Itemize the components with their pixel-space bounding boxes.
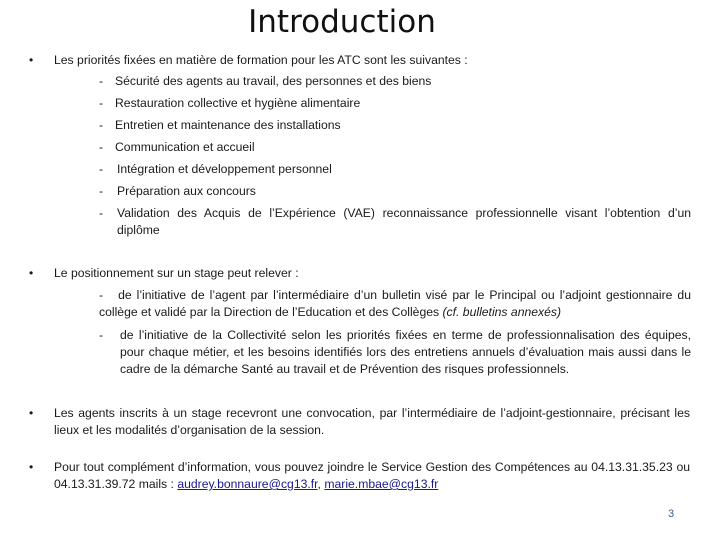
positioning-item-agent bbox=[99, 287, 691, 321]
dash-glyph: - bbox=[99, 184, 104, 198]
dash-glyph: - bbox=[99, 118, 104, 132]
priority-item: Communication et accueil bbox=[115, 140, 255, 154]
priority-item: Entretien et maintenance des installations bbox=[115, 118, 341, 132]
dash-glyph: - bbox=[99, 206, 104, 220]
email-separator: , bbox=[317, 477, 321, 491]
priority-item: Intégration et développement personnel bbox=[117, 162, 332, 176]
dash-glyph: - bbox=[99, 96, 104, 110]
priority-item: Sécurité des agents au travail, des personnes et des biens bbox=[115, 74, 432, 88]
page-title: Introduction bbox=[248, 4, 436, 40]
bullet-glyph: • bbox=[29, 406, 34, 420]
dash-glyph: - bbox=[99, 288, 104, 302]
contact-text-body: Pour tout complément d’information, vous pouvez joindre le Service Gestion des Compétences au 04.13.31.35.23 ou 04.13.31.39.72 mails : bbox=[54, 460, 690, 491]
email-link-marie[interactable]: marie.mbae@cg13.fr bbox=[324, 477, 439, 491]
convocation-text: Les agents inscrits à un stage recevront une convocation, par l’intermédiaire de l’adjoint-gestionnaire, précisant les lieux et les modalités d’organisation de la session. bbox=[54, 406, 690, 437]
dash-glyph: - bbox=[99, 162, 104, 176]
contact-text bbox=[54, 459, 690, 493]
dash-glyph: - bbox=[99, 140, 104, 154]
dash-glyph: - bbox=[99, 328, 104, 342]
priority-item: Restauration collective et hygiène alimentaire bbox=[115, 96, 361, 110]
priority-item: Préparation aux concours bbox=[117, 184, 256, 198]
positioning-item-agent-text: de l’initiative de l’agent par l’intermédiaire d’un bulletin visé par le Principal ou l’adjoint gestionnaire du collège et validé par la Direction de l’Education et des Collèges bbox=[99, 288, 691, 319]
dash-glyph: - bbox=[99, 74, 104, 88]
positioning-item-collectivity: de l’initiative de la Collectivité selon les priorités fixées en terme de professionnalisation des équipes, pour chaque métier, et les besoins identifiés lors des entretiens annuels d’évaluation mais aussi dans le cadre de la démarche Santé au travail et de Prévention des risques professionnels. bbox=[120, 328, 691, 376]
email-link-audrey[interactable]: audrey.bonnaure@cg13.fr bbox=[177, 477, 318, 491]
bullet-glyph: • bbox=[29, 460, 34, 474]
annex-note: (cf. bulletins annexés) bbox=[442, 305, 562, 319]
page-number: 3 bbox=[668, 508, 675, 520]
bullet-glyph: • bbox=[29, 53, 34, 67]
priority-item: Validation des Acquis de l’Expérience (VAE) reconnaissance professionnelle visant l’obtention d’un diplôme bbox=[117, 206, 691, 237]
priorities-intro: Les priorités fixées en matière de formation pour les ATC sont les suivantes : bbox=[54, 53, 468, 67]
bullet-glyph: • bbox=[29, 266, 34, 280]
positioning-intro: Le positionnement sur un stage peut relever : bbox=[54, 266, 299, 280]
